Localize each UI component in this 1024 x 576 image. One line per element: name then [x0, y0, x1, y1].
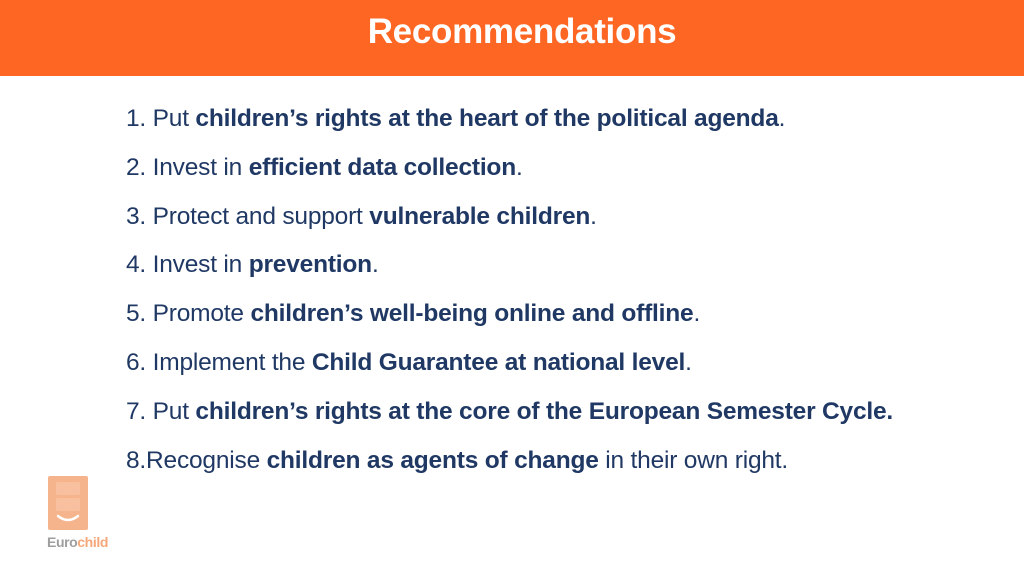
recommendation-highlight: prevention — [248, 251, 372, 279]
eurochild-logo-text — [47, 534, 108, 550]
recommendation-prefix: 6. Implement the — [126, 348, 312, 376]
recommendation-item — [126, 100, 893, 149]
recommendation-suffix: . — [685, 348, 692, 376]
recommendation-prefix: 5. Promote — [126, 300, 251, 328]
recommendation-suffix: in their own right. — [598, 446, 789, 474]
recommendation-prefix: 1. Put — [126, 105, 196, 132]
recommendation-highlight: efficient data collection — [248, 153, 516, 181]
eurochild-logo-icon — [48, 476, 88, 530]
logo-text-child: child — [77, 534, 108, 550]
recommendation-item — [126, 198, 893, 247]
recommendation-item — [126, 246, 893, 295]
eurochild-logo — [46, 476, 118, 556]
recommendation-highlight: Child Guarantee at national level — [311, 348, 686, 376]
slide-title: Recommendations — [367, 12, 677, 51]
recommendation-highlight: vulnerable children — [369, 202, 591, 230]
recommendation-suffix: . — [693, 300, 701, 328]
recommendation-prefix: 7. Put — [126, 397, 196, 425]
recommendation-prefix: 8.Recognise — [126, 446, 267, 474]
recommendation-item — [126, 149, 893, 198]
recommendation-highlight: children’s rights at the heart of the political agenda — [195, 105, 779, 132]
recommendation-suffix: . — [371, 251, 379, 279]
recommendation-suffix: . — [515, 153, 523, 181]
header-bar — [0, 0, 1024, 76]
recommendation-prefix: 3. Protect and support — [126, 202, 370, 230]
recommendation-highlight: children’s well-being online and offline — [250, 300, 694, 328]
recommendation-highlight: children’s rights at the core of the European Semester Cycle. — [195, 397, 894, 425]
recommendations-list — [126, 100, 893, 490]
recommendation-item — [126, 442, 893, 491]
recommendation-item — [126, 295, 893, 344]
recommendation-prefix: 4. Invest in — [126, 251, 249, 279]
recommendation-highlight: children as agents of change — [266, 446, 599, 474]
recommendation-suffix: . — [778, 105, 786, 132]
recommendation-item — [126, 344, 893, 393]
recommendation-suffix: . — [590, 202, 597, 230]
logo-text-euro: Euro — [47, 534, 78, 550]
recommendation-item — [126, 393, 893, 442]
recommendation-prefix: 2. Invest in — [126, 153, 249, 181]
